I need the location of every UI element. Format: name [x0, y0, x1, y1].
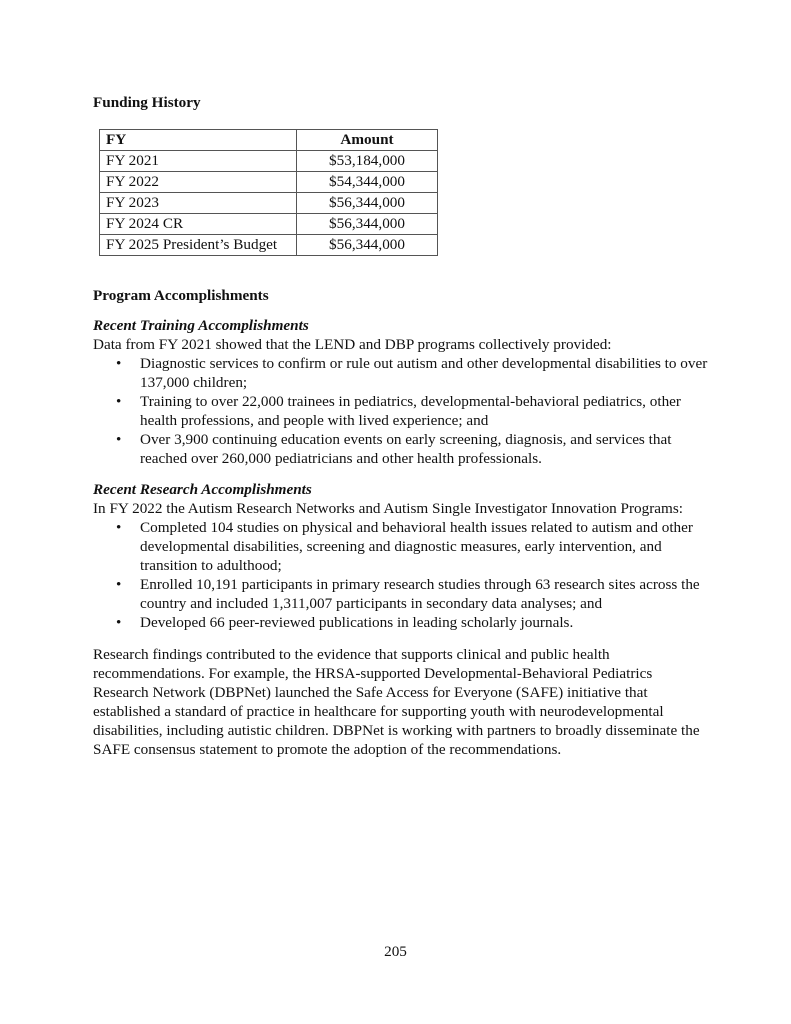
fy-cell: FY 2021 — [100, 151, 297, 172]
research-subheading: Recent Research Accomplishments — [93, 481, 312, 498]
funding-history-heading: Funding History — [93, 94, 201, 111]
training-subheading: Recent Training Accomplishments — [93, 317, 309, 334]
list-item-text: Enrolled 10,191 participants in primary research studies through 63 research sites across the country and included 1,311,007 participants in secondary data analyses; and — [140, 576, 700, 612]
list-item-text: Diagnostic services to confirm or rule out autism and other developmental disabilities to over 137,000 children; — [140, 355, 708, 391]
page-number: 205 — [384, 943, 407, 960]
list-item-text: Training to over 22,000 trainees in pediatrics, developmental-behavioral pediatrics, other health professions, and people with lived experience; and — [140, 393, 681, 429]
fy-cell: FY 2025 President’s Budget — [100, 235, 297, 256]
list-item — [93, 518, 713, 575]
amount-cell: $53,184,000 — [297, 151, 438, 172]
amount-cell: $56,344,000 — [297, 214, 438, 235]
training-intro: Data from FY 2021 showed that the LEND and DBP programs collectively provided: — [93, 336, 612, 353]
fy-cell: FY 2023 — [100, 193, 297, 214]
research-intro: In FY 2022 the Autism Research Networks and Autism Single Investigator Innovation Programs: — [93, 500, 683, 517]
bullet-icon: • — [116, 576, 122, 593]
training-bullet-list — [93, 354, 713, 468]
bullet-icon: • — [116, 519, 122, 536]
list-item — [93, 430, 713, 468]
research-accomplishments-section — [93, 480, 713, 632]
bullet-icon: • — [116, 614, 122, 631]
amount-cell: $56,344,000 — [297, 193, 438, 214]
fy-cell: FY 2022 — [100, 172, 297, 193]
fy-cell: FY 2024 CR — [100, 214, 297, 235]
bullet-icon: • — [116, 393, 122, 410]
table-row — [100, 235, 438, 256]
training-accomplishments-section — [93, 316, 713, 468]
bullet-icon: • — [116, 355, 122, 372]
amount-cell: $54,344,000 — [297, 172, 438, 193]
table-header-row — [100, 130, 438, 151]
bullet-icon: • — [116, 431, 122, 448]
list-item — [93, 613, 713, 632]
table-row — [100, 193, 438, 214]
list-item — [93, 575, 713, 613]
program-accomplishments-heading: Program Accomplishments — [93, 287, 269, 304]
funding-history-table — [99, 129, 438, 256]
table-row — [100, 172, 438, 193]
list-item-text: Over 3,900 continuing education events on early screening, diagnosis, and services that reached over 260,000 pediatricians and other health professionals. — [140, 431, 672, 467]
list-item-text: Developed 66 peer-reviewed publications in leading scholarly journals. — [140, 614, 574, 631]
amount-cell: $56,344,000 — [297, 235, 438, 256]
list-item-text: Completed 104 studies on physical and behavioral health issues related to autism and other developmental disabilities, screening and diagnostic measures, early intervention, and transition to adulthood; — [140, 519, 693, 574]
table-row — [100, 151, 438, 172]
column-header-fy: FY — [100, 130, 297, 151]
research-findings-paragraph: Research findings contributed to the evidence that supports clinical and public health recommendations. For example, the HRSA-supported Developmental-Behavioral Pediatrics Research Network (DBPNet) launched the Safe Access for Everyone (SAFE) initiative that established a standard of practice in healthcare for supporting youth with neurodevelopmental disabilities, including autistic children. DBPNet is working with partners to broadly disseminate the SAFE consensus statement to promote the adoption of the recommendations. — [93, 646, 700, 758]
list-item — [93, 354, 713, 392]
list-item — [93, 392, 713, 430]
research-bullet-list — [93, 518, 713, 632]
column-header-amount: Amount — [297, 130, 438, 151]
table-row — [100, 214, 438, 235]
